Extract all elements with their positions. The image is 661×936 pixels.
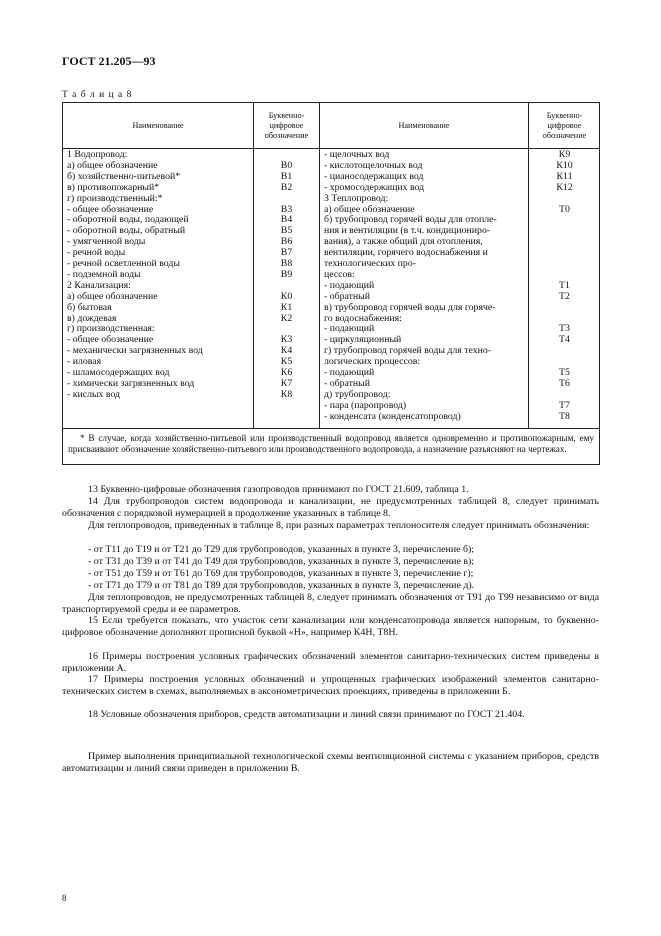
body-paragraph: 17 Примеры построения условных обозначений и упрощенных графических изображений элементов санитарно-технических систем в схемах, выполняемых в аксонометрических проекциях, приведены в приложении Б. (62, 674, 599, 697)
table-row-name: б) трубопровод горячей воды для отопле- (324, 214, 497, 226)
table-row-code: В5 (280, 225, 293, 237)
table-row-name: в) противопожарный* (67, 181, 160, 193)
table-row-code: К1 (280, 301, 293, 313)
table-row-name: - речной осветленной воды (67, 258, 180, 269)
table-row-name: - иловая (67, 356, 102, 368)
table-row-code (529, 237, 600, 248)
table-row-code: В6 (280, 236, 293, 248)
table-row-name: - кислых вод (67, 388, 121, 400)
table-row-name: - кислотощелочных вод (324, 159, 423, 171)
body-paragraph: Для теплопроводов, приведенных в таблице 8, при разных параметрах теплоносителя следует принимать обозначения: (88, 520, 590, 531)
table-row-code: В8 (280, 258, 293, 269)
table-row-code: К0 (280, 290, 293, 302)
table-row-name: - общее обозначение (67, 334, 154, 346)
table-row-code: К9 (558, 149, 571, 160)
page-number: 8 (62, 893, 67, 903)
table-row-name: логических процессов: (324, 356, 421, 368)
table-row-code: Т2 (559, 290, 570, 302)
table-row-name: цессов: (324, 268, 355, 280)
table-row-name: - речной воды (67, 247, 126, 259)
table-row-name: в) трубопровод горячей воды для горяче- (324, 301, 496, 313)
body-paragraph: 13 Буквенно-цифровые обозначения газопроводов принимают по ГОСТ 21.609, таблица 1. (88, 484, 469, 495)
column-divider (319, 103, 320, 428)
document-header: ГОСТ 21.205—93 (62, 54, 156, 68)
table-row-name: - подающий (324, 279, 375, 291)
table-row-code: Т4 (559, 334, 570, 346)
table-row-name: - общее обозначение (67, 203, 154, 215)
table-row-name: - подземной воды (67, 268, 141, 280)
table-row-name: - химически загрязненных вод (67, 377, 195, 389)
table-row-code: К7 (280, 377, 293, 389)
body-paragraph: - от Т71 до Т79 и от Т81 до Т89 для трубопроводов, указанных в пункте 3, перечисление д). (88, 580, 475, 591)
table-row-code: Т5 (559, 367, 570, 378)
table-row-code: В3 (280, 203, 293, 215)
table-row-name: - цианосодержащих вод (324, 170, 424, 182)
table-row-name: - умягченной воды (67, 236, 146, 248)
table-row-name: - обратный (324, 377, 370, 389)
table-row-name: - механически загрязненных вод (67, 345, 203, 357)
table-row-name: г) трубопровод горячей воды для техно- (324, 345, 492, 357)
table-row-code: Т0 (559, 203, 570, 215)
table-row-name: 3 Теплопровод: (324, 192, 389, 204)
table-row-name: - обратный (324, 290, 370, 302)
table-row-name: б) хозяйственно-питьевой* (67, 170, 181, 182)
body-paragraph: - от Т51 до Т59 и от Т61 до Т69 для трубопроводов, указанных в пункте 3, перечисление г); (88, 568, 474, 579)
table-row-code: Т7 (559, 399, 570, 411)
table-row-name: 2 Канализация: (67, 279, 131, 291)
column-header-code: Буквенно-цифровое обозначение (542, 110, 587, 140)
table-row-name: - конденсата (конденсатопровод) (324, 410, 461, 422)
table-row-code: Т1 (559, 279, 570, 291)
designation-table (62, 102, 600, 465)
table-row-name: вания), а также общий для отопления, (324, 236, 483, 248)
table-row-code (529, 346, 600, 357)
table-row-code: К10 (556, 159, 573, 171)
body-paragraph: 15 Если требуется показать, что участок сети канализации или конденсатопровода является напорным, то буквенно-цифровое обозначение дополняют прописной буквой «Н», например К4Н, Т8Н. (62, 615, 599, 638)
table-row-name: го водоснабжения: (324, 312, 402, 324)
table-row-code: К4 (280, 345, 293, 357)
table-row-code: В2 (280, 181, 293, 193)
table-row-code: В9 (280, 268, 293, 280)
table-row-code: К3 (280, 334, 293, 346)
table-row-code: В4 (280, 214, 293, 226)
table-row-code (529, 303, 600, 314)
table-row-name: технологических про- (324, 258, 416, 269)
table-row-code (529, 226, 600, 237)
table-row-name: - оборотной воды, подающей (67, 214, 189, 226)
table-row-name: 1 Водопровод: (67, 149, 128, 160)
table-row-name: - оборотной воды, обратный (67, 225, 186, 237)
body-paragraph: - от Т11 до Т19 и от Т21 до Т29 для трубопроводов, указанных в пункте 3, перечисление б); (88, 544, 475, 555)
table-row-code: В0 (280, 159, 293, 171)
table-row-code: К2 (280, 312, 293, 324)
table-row-name: вентиляции, горячего водоснабжения и (324, 247, 488, 259)
table-row-name: - подающий (324, 367, 375, 378)
table-row-code: К6 (280, 367, 293, 378)
table-row-name: - шламосодержащих вод (67, 367, 170, 378)
body-paragraph: Для теплопроводов, не предусмотренных таблицей 8, следует принимать обозначения от Т91 до Т99 независимо от вида транспортируемой среды и ее параметров. (62, 592, 599, 615)
table-row-code (254, 194, 319, 205)
table-row-code: В7 (280, 247, 293, 259)
table-row-name: а) общее обозначение (324, 203, 415, 215)
table-row-code (529, 259, 600, 270)
table-row-name: а) общее обозначение (67, 290, 158, 302)
column-header-name: Наименование (132, 120, 184, 130)
table-row-code: К11 (556, 170, 573, 182)
table-row-code: К8 (280, 388, 293, 400)
table-row-name: - циркуляционный (324, 334, 402, 346)
table-row-name: в) дождевая (67, 312, 117, 324)
body-paragraph: 18 Условные обозначения приборов, средств автоматизации и линий связи принимают по ГОСТ 21.404. (88, 709, 525, 720)
body-paragraph: - от Т31 до Т39 и от Т41 до Т49 для трубопроводов, указанных в пункте 3, перечисление в); (88, 556, 475, 567)
table-row-name: д) трубопровод: (324, 388, 391, 400)
table-row-name: б) бытовая (67, 301, 112, 313)
body-paragraph: 14 Для трубопроводов систем водопровода и канализации, не предусмотренных таблицей 8, следует принимать обозначения с порядковой нумерацией в продолжение указанных в таблице 8. (62, 496, 599, 519)
body-paragraph: Пример выполнения принципиальной технологической схемы вентиляционной системы с указанием приборов, средств автоматизации и линий связи приведен в приложении В. (62, 751, 599, 774)
table-row-code: К12 (556, 181, 573, 193)
table-row-name: г) производственный:* (67, 192, 163, 204)
table-row-code (529, 194, 600, 205)
body-paragraph: 16 Примеры построения условных графических обозначений элементов санитарно-технических систем приведены в приложении А. (62, 651, 599, 674)
table-caption: Т а б л и ц а 8 (62, 90, 133, 100)
table-row-code: Т6 (559, 377, 570, 389)
table-row-name: - пара (паропровод) (324, 399, 407, 411)
table-row-code: К5 (280, 356, 293, 368)
table-row-code: Т3 (559, 323, 570, 335)
footnote-divider (63, 428, 599, 429)
table-row-name: - хромосодержащих вод (324, 181, 425, 193)
table-row-name: ния и вентиляции (в т.ч. кондициониро- (324, 225, 491, 237)
table-row-name: - подающий (324, 323, 375, 335)
table-footnote: * В случае, когда хозяйственно-питьевой или производственный водопровод является одновременно и противопожарным, ему присваивают обозначение хозяйственно-питьевого или производственного водопровода, а назначение разъясняют на чертежах. (68, 433, 594, 455)
table-row-name: а) общее обозначение (67, 159, 158, 171)
table-row-name: г) производственная: (67, 323, 155, 335)
table-row-code (529, 248, 600, 259)
column-header-name: Наименование (398, 120, 450, 130)
table-row-code (529, 215, 600, 226)
table-row-name: - щелочных вод (324, 149, 390, 160)
table-row-code: Т8 (559, 410, 570, 422)
column-header-code: Буквенно-цифровое обозначение (264, 110, 309, 140)
table-row-code: В1 (280, 170, 293, 182)
